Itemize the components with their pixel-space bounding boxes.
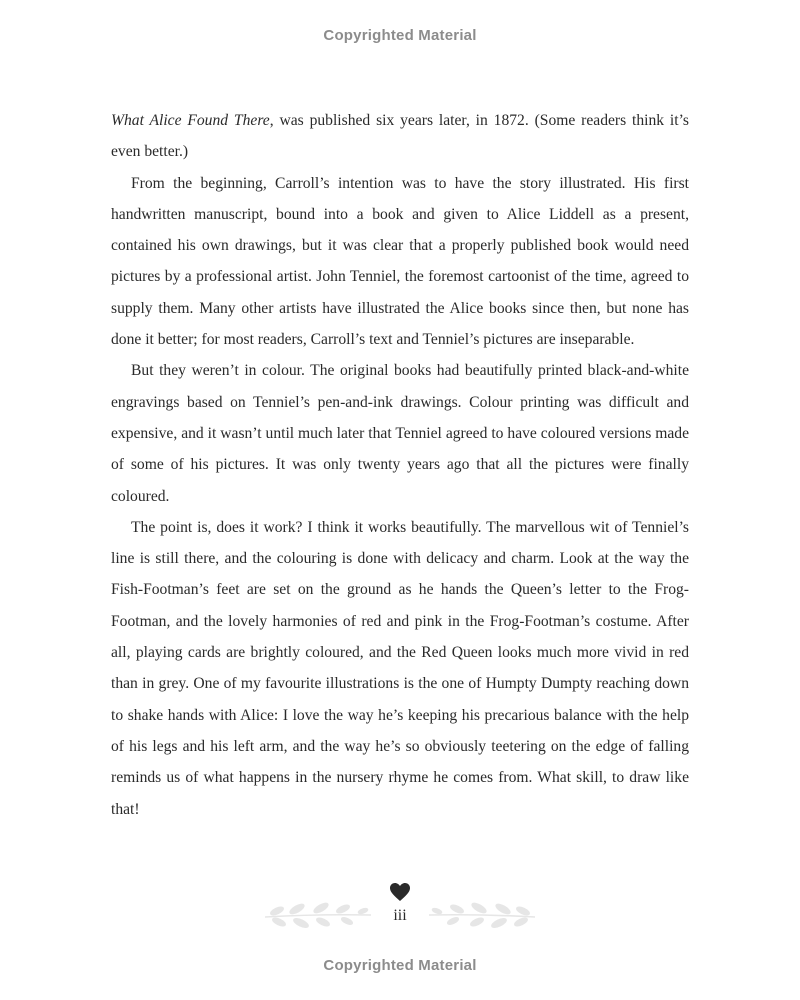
copyright-watermark-bottom: Copyrighted Material [323,957,477,974]
copyright-watermark-top: Copyrighted Material [323,27,477,44]
leaf-vine-icon-right [427,900,537,930]
page-body [111,105,689,825]
paragraph-1 [111,105,689,168]
paragraph-2: From the beginning, Carroll’s intention was to have the story illustrated. His first handwritten manuscript, bound into a book and given to Alice Liddell as a present, contained his own drawings, but it was clear that a properly published book would need pictures by a professional artist. John Tenniel, the foremost cartoonist of the time, agreed to supply them. Many other artists have illustrated the Alice books since then, but none has done it better; for most readers, Carroll’s text and Tenniel’s pictures are inseparable. [111,174,689,349]
paragraph-1-text: , was published six years later, in 1872. (Some readers think it’s even better.) [111,112,689,161]
leaf-vine-icon-left [263,900,373,930]
heart-icon [388,880,412,904]
page-number: iii [393,907,407,924]
book-title-italic: What Alice Found There [111,112,270,129]
paragraph-4: The point is, does it work? I think it works beautifully. The marvellous wit of Tenniel’s line is still there, and the colouring is done with delicacy and charm. Look at the way the Fish-Footman’s feet are set on the ground as he hands the Queen’s letter to the Frog-Footman, and the lovely harmonies of red and pink in the Frog-Footman’s costume. After all, playing cards are brightly coloured, and the Red Queen looks much more vivid in red than in grey. One of my favourite illustrations is the one of Humpty Dumpty reaching down to shake hands with Alice: I love the way he’s keeping his precarious balance with the help of his legs and his left arm, and the way he’s so obviously teetering on the edge of falling reminds us of what happens in the nursery rhyme he comes from. What skill, to draw like that! [111,518,689,818]
paragraph-3: But they weren’t in colour. The original books had beautifully printed black-and-white engravings based on Tenniel’s pen-and-ink drawings. Colour printing was difficult and expensive, and it wasn’t until much later that Tenniel agreed to have coloured versions made of some of his pictures. It was only twenty years ago that all the pictures were finally coloured. [111,362,689,505]
